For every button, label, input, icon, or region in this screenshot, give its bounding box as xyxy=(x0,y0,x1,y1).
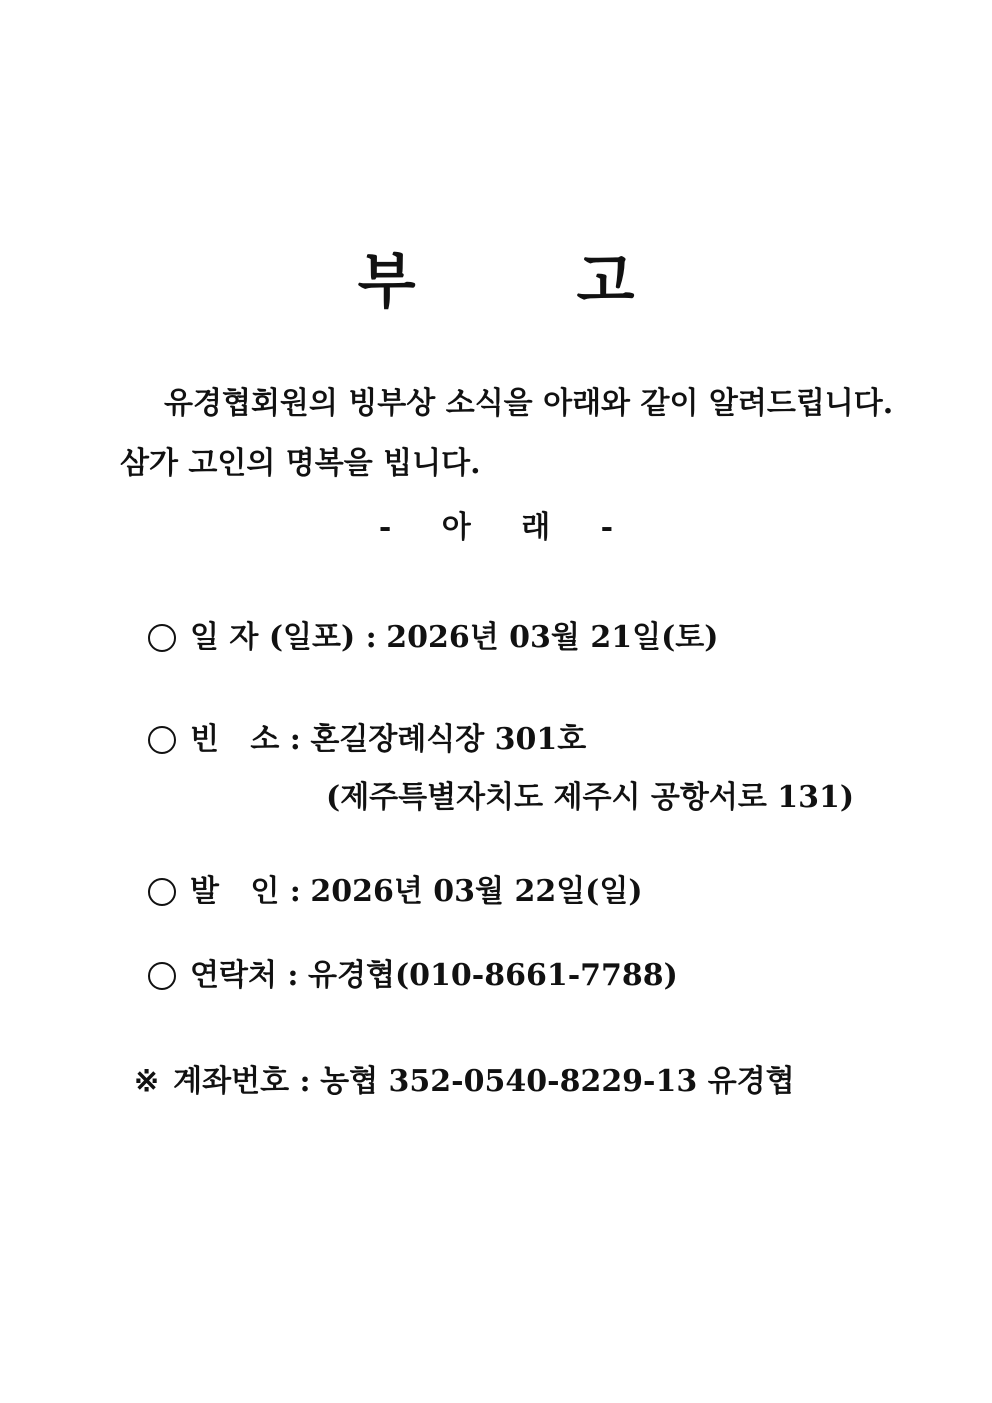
item-place xyxy=(148,720,586,760)
item-contact-value: 유경협(010-8661-7788) xyxy=(308,958,678,993)
reference-mark-icon: ※ xyxy=(134,1064,160,1099)
item-date xyxy=(148,618,718,658)
account-info xyxy=(134,1062,795,1102)
circle-bullet-icon xyxy=(148,878,176,906)
intro-line-1: 유경협회원의 빙부상 소식을 아래와 같이 알려드립니다. xyxy=(164,386,894,421)
circle-bullet-icon xyxy=(148,962,176,990)
item-date-value: 2026년 03월 21일(토) xyxy=(386,620,719,655)
item-date-label: 일 자 (일포) : xyxy=(190,620,377,655)
account-label: 계좌번호 : xyxy=(173,1064,311,1099)
item-place-address: (제주특별자치도 제주시 공항서로 131) xyxy=(326,780,855,815)
circle-bullet-icon xyxy=(148,726,176,754)
account-value: 농협 352-0540-8229-13 유경협 xyxy=(320,1064,795,1099)
intro-line-2: 삼가 고인의 명복을 빕니다. xyxy=(120,446,481,481)
item-departure xyxy=(148,872,643,912)
item-departure-value: 2026년 03월 22일(일) xyxy=(310,874,643,909)
circle-bullet-icon xyxy=(148,624,176,652)
section-heading: - 아 래 - xyxy=(378,510,614,545)
item-contact-label: 연락처 : xyxy=(190,958,299,993)
item-place-label: 빈 소 : xyxy=(190,722,301,757)
item-departure-label: 발 인 : xyxy=(190,874,301,909)
item-place-value: 혼길장례식장 301호 xyxy=(310,722,587,757)
item-contact xyxy=(148,956,678,996)
page-title: 부 고 xyxy=(357,247,705,317)
